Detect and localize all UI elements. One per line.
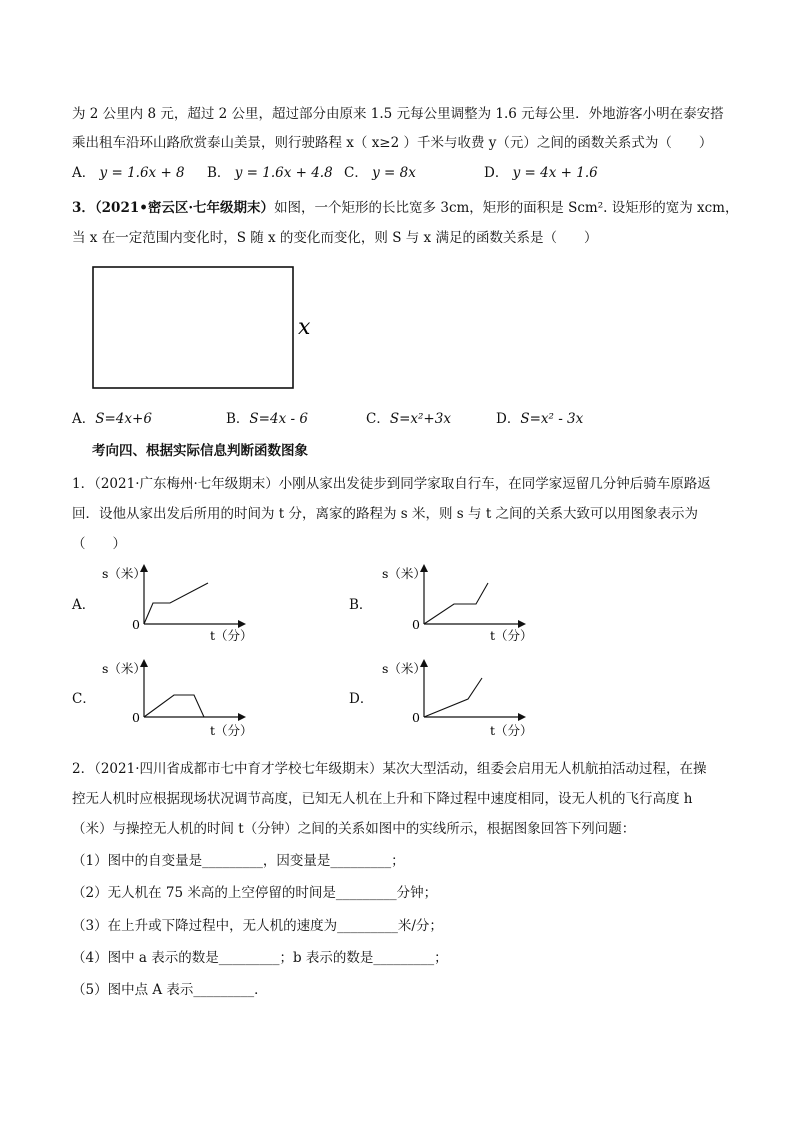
graph-option-b-label: B． xyxy=(349,597,373,613)
prev-option-c: C． y = 8x xyxy=(344,165,416,181)
graph-a-y-label: s（米） xyxy=(102,566,146,581)
q4-2-sub-4: （4）图中 a 表示的数是_________；b 表示的数是_________； xyxy=(72,950,448,966)
graph-c xyxy=(98,655,253,741)
graph-d-x-label: t（分） xyxy=(490,723,533,738)
graph-option-d-label: D． xyxy=(349,691,374,707)
graph-d-y-label: s（米） xyxy=(382,661,426,676)
rectangle-figure xyxy=(88,262,328,392)
q4-2-line-3: （米）与操控无人机的时间 t（分钟）之间的关系如图中的实线所示，根据图象回答下列问题： xyxy=(72,821,636,837)
q3-option-c: C．S=x²+3x xyxy=(366,411,451,427)
q3-option-d: D．S=x² - 3x xyxy=(496,411,584,427)
rectangle-side-label: x xyxy=(298,315,311,340)
graph-b-curve xyxy=(424,583,488,624)
section-title: 考向四、根据实际信息判断函数图象 xyxy=(92,443,308,459)
prev-option-a: A． y = 1.6x + 8 xyxy=(72,165,185,181)
graph-d-origin: 0 xyxy=(412,710,420,725)
q4-2-line-2: 控无人机时应根据现场状况调节高度，已知无人机在上升和下降过程中速度相同，设无人机的飞行高度 h xyxy=(72,791,693,807)
graph-a-x-label: t（分） xyxy=(210,628,253,643)
graph-c-x-label: t（分） xyxy=(210,723,253,738)
q4-2-sub-1: （1）图中的自变量是_________，因变量是_________； xyxy=(72,853,405,869)
q4-1-line-2: 回．设他从家出发后所用的时间为 t 分，离家的路程为 s 米，则 s 与 t 之间的关系大致可以用图象表示为 xyxy=(72,506,699,522)
prev-option-d: D． y = 4x + 1.6 xyxy=(484,165,598,181)
q4-1-line-1: 1．（2021·广东梅州·七年级期末）小刚从家出发徒步到同学家取自行车，在同学家逗留几分钟后骑车原路返 xyxy=(72,476,711,492)
q3-line-2: 当 x 在一定范围内变化时，S 随 x 的变化而变化，则 S 与 x 满足的函数关系是（ ） xyxy=(72,230,598,246)
graph-d-curve xyxy=(424,678,482,717)
graph-b-y-label: s（米） xyxy=(382,566,426,581)
graph-c-origin: 0 xyxy=(132,710,140,725)
graph-c-curve xyxy=(144,695,204,717)
q4-2-line-1: 2．（2021·四川省成都市七中育才学校七年级期末）某次大型活动，组委会启用无人机航拍活动过程，在操 xyxy=(72,761,707,777)
q3-option-a: A．S=4x+6 xyxy=(72,411,152,427)
graph-a-curve xyxy=(144,583,208,624)
q4-2-sub-5: （5）图中点 A 表示_________． xyxy=(72,982,268,998)
prev-option-b: B． y = 1.6x + 4.8 xyxy=(207,165,333,181)
graph-b-x-label: t（分） xyxy=(490,628,533,643)
graph-c-y-label: s（米） xyxy=(102,661,146,676)
graph-a-origin: 0 xyxy=(132,617,140,632)
intro-line-2: 乘出租车沿环山路欣赏泰山美景，则行驶路程 x（ x≥2 ）千米与收费 y（元）之间的函数关系式为（ ） xyxy=(72,135,713,151)
graph-a xyxy=(98,560,253,646)
q3-line-1: 3．（2021•密云区·七年级期末）如图，一个矩形的长比宽多 3cm，矩形的面积是 Scm². 设矩形的宽为 xcm， xyxy=(72,200,739,216)
intro-line-1: 为 2 公里内 8 元，超过 2 公里，超过部分由原来 1.5 元每公里调整为 1.6 元每公里．外地游客小明在泰安搭 xyxy=(72,106,724,122)
q4-2-sub-2: （2）无人机在 75 米高的上空停留的时间是_________分钟； xyxy=(72,885,438,901)
q4-1-line-3: （ ） xyxy=(72,536,126,552)
graph-option-a-label: A． xyxy=(72,597,96,613)
q3-option-b: B．S=4x - 6 xyxy=(226,411,308,427)
graph-b xyxy=(378,560,533,646)
rectangle-shape xyxy=(93,267,293,388)
q4-2-sub-3: （3）在上升或下降过程中，无人机的速度为_________米/分； xyxy=(72,918,443,934)
graph-option-c-label: C． xyxy=(72,691,96,707)
graph-d xyxy=(378,655,533,741)
graph-b-origin: 0 xyxy=(412,617,420,632)
